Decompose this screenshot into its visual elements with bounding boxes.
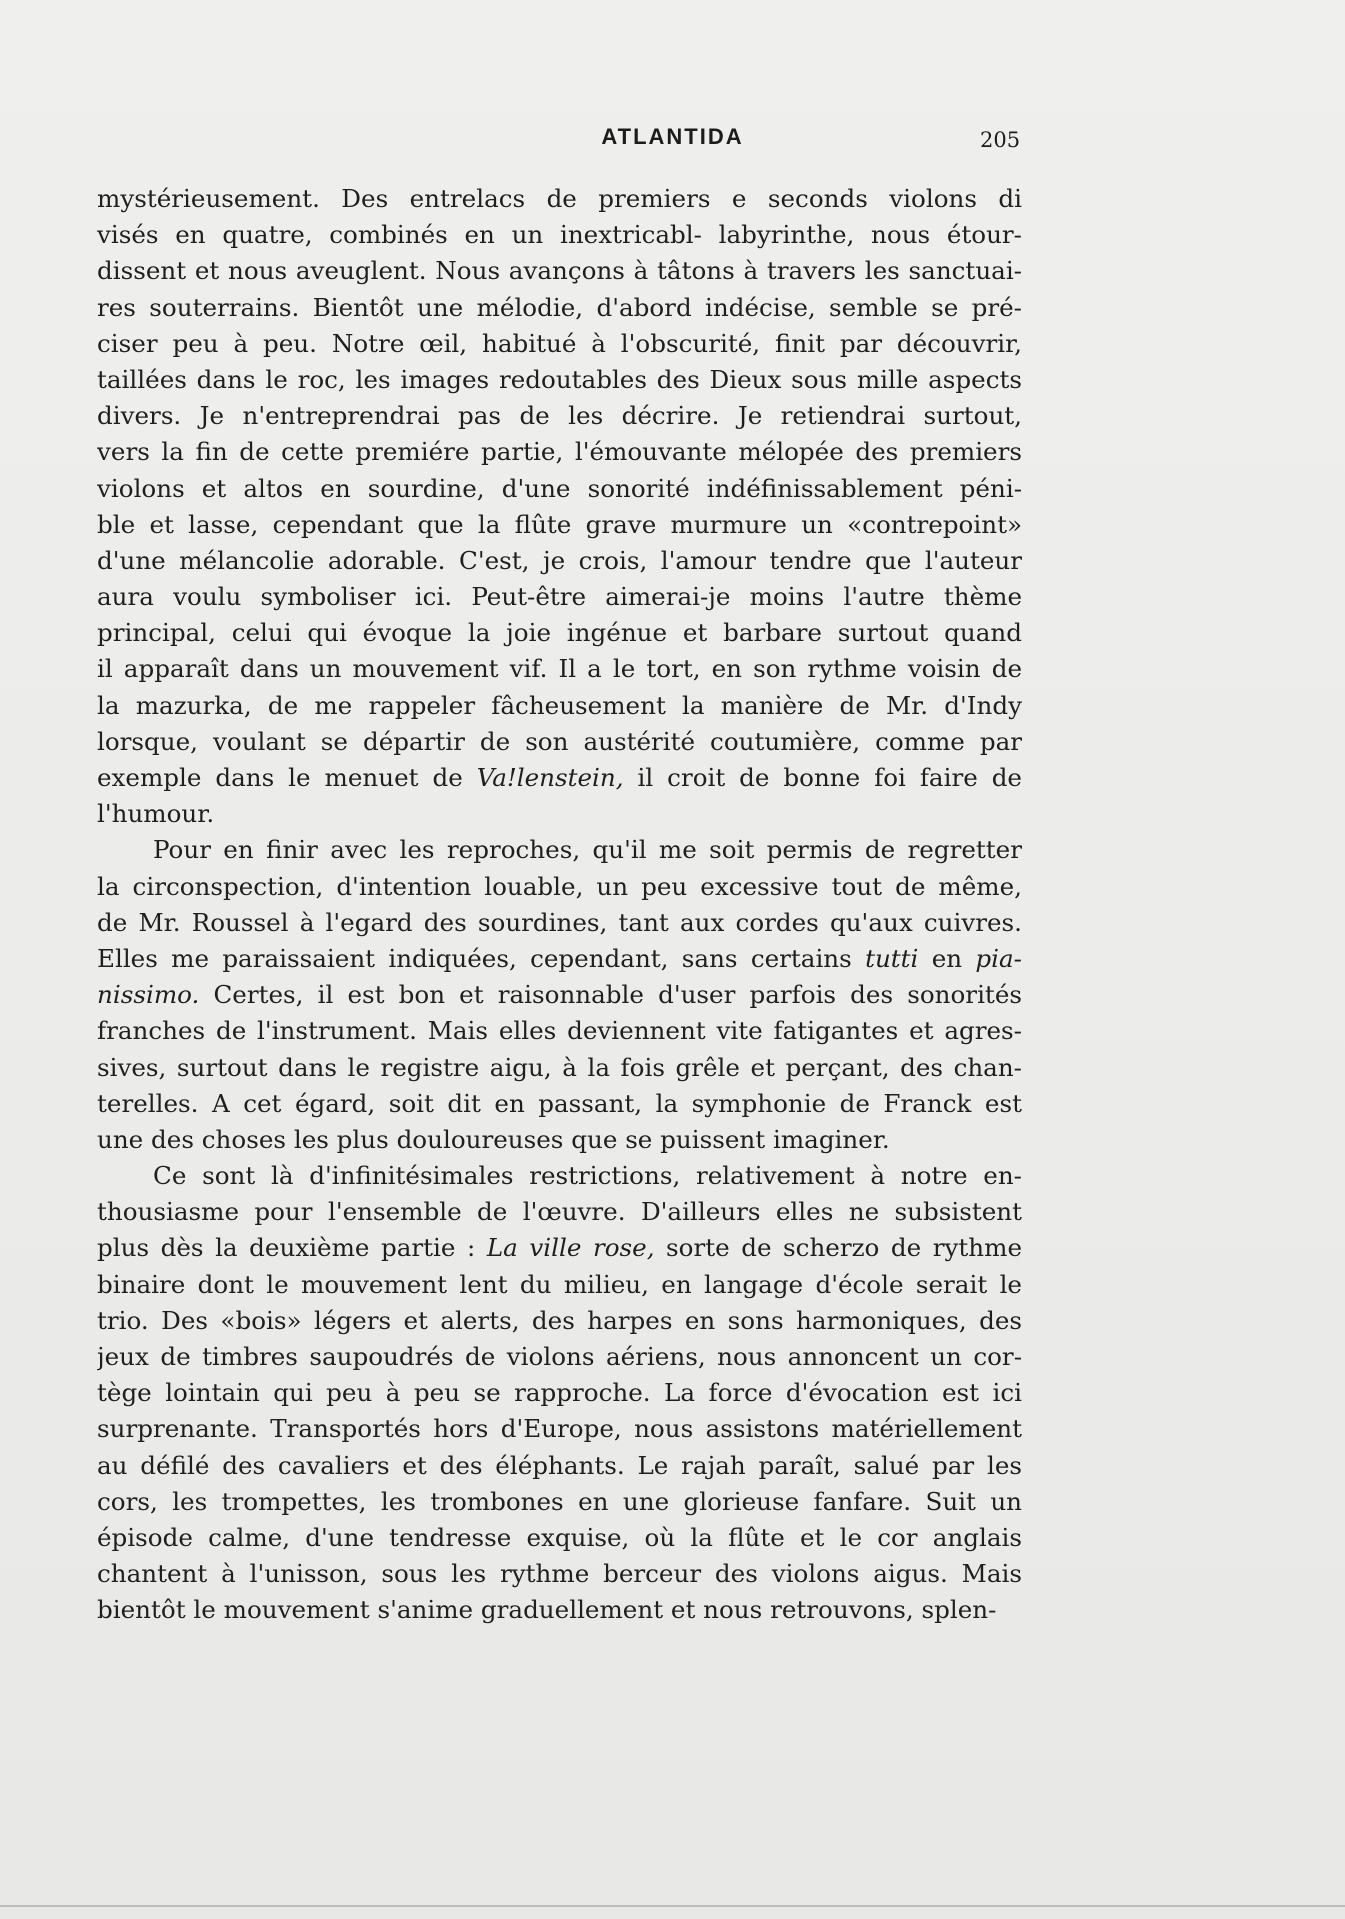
text-line [97,941,1022,977]
paragraph [97,181,1022,832]
text-segment: sives, surtout dans le registre aigu, à la fois grêle et perçant, des chan- [97,1052,1022,1082]
text-segment: mystérieusement. Des entrelacs de premiers e seconds violons di [97,184,1022,213]
text-line [97,651,1022,687]
text-line [97,1122,1022,1158]
text-line [97,1339,1022,1375]
text-line [97,253,1022,289]
text-segment: au défilé des cavaliers et des éléphants. Le rajah paraît, salué par les [97,1450,1022,1480]
text-segment: thousiasme pour l'ensemble de l'œuvre. D'ailleurs elles ne subsistent [97,1197,1022,1227]
text-line [97,832,1022,868]
text-segment: exemple dans le menuet de [97,763,477,792]
text-line [97,905,1022,941]
text-line [97,362,1022,398]
text-segment: visés en quatre, combinés en un inextricabl- labyrinthe, nous étour- [97,220,1022,250]
text-line [97,615,1022,651]
text-segment: res souterrains. Bientôt une mélodie, d'abord indécise, semble se pré- [97,292,1022,322]
italic-text: tutti [865,943,919,973]
text-line [97,326,1022,362]
text-segment: de Mr. Roussel à l'egard des sourdines, tant aux cordes qu'aux cuivres. [97,907,1022,937]
text-line [97,1556,1022,1592]
text-line [97,1158,1022,1194]
text-line [97,1448,1022,1484]
italic-text: pia- [975,943,1022,973]
body-text [97,181,1022,1629]
text-segment: aura voulu symboliser ici. Peut-être aimerai-je moins l'autre thème [97,582,1022,612]
text-line [97,290,1022,326]
text-segment: dissent et nous aveuglent. Nous avançons à tâtons à travers les sanctuai- [97,256,1022,286]
text-line [97,1411,1022,1447]
text-line [97,760,1022,796]
paragraph [97,1158,1022,1628]
text-segment: il apparaît dans un mouvement vif. Il a le tort, en son rythme voisin de [97,654,1022,684]
text-segment: ciser peu à peu. Notre œil, habitué à l'obscurité, finit par découvrir, [97,328,1022,358]
italic-text: Va!lenstein, [476,763,624,792]
text-segment: ble et lasse, cependant que la flûte grave murmure un «contrepoint» [97,509,1022,539]
text-segment: plus dès la deuxième partie : [97,1233,487,1263]
text-segment: lorsque, voulant se départir de son austérité coutumière, comme par [97,726,1022,756]
text-line [97,507,1022,543]
text-segment: binaire dont le mouvement lent du milieu, en langage d'école serait le [97,1269,1022,1299]
text-line [97,398,1022,434]
text-line [97,1194,1022,1230]
text-line [97,181,1022,217]
text-segment: terelles. A cet égard, soit dit en passant, la symphonie de Franck est [97,1088,1022,1118]
text-line [97,1267,1022,1303]
text-line [97,471,1022,507]
page-edge-line [0,1905,1345,1907]
text-line [97,1230,1022,1266]
text-segment: la mazurka, de me rappeler fâcheusement la manière de Mr. d'Indy [97,690,1022,720]
text-segment: cors, les trompettes, les trombones en une glorieuse fanfare. Suit un [97,1486,1022,1516]
text-line [97,1592,1022,1628]
text-segment: l'humour. [97,799,215,829]
text-line [97,977,1022,1013]
text-line [97,1303,1022,1339]
text-segment: franches de l'instrument. Mais elles deviennent vite fatigantes et agres- [97,1016,1022,1046]
text-segment: surprenante. Transportés hors d'Europe, nous assistons matériellement [97,1414,1022,1444]
text-segment: en [918,943,976,973]
text-line [97,1484,1022,1520]
text-segment: Elles me paraissaient indiquées, cependant, sans certains [97,943,866,973]
italic-text: nissimo. [97,980,200,1010]
text-line [97,1086,1022,1122]
text-segment: Certes, il est bon et raisonnable d'user parfois des sonorités [199,980,1022,1010]
text-segment: une des choses les plus douloureuses que se puissent imaginer. [97,1124,890,1154]
text-line [97,543,1022,579]
text-segment: il croit de bonne foi faire de [623,763,1022,792]
text-segment: d'une mélancolie adorable. C'est, je crois, l'amour tendre que l'auteur [97,545,1022,575]
text-segment: principal, celui qui évoque la joie ingénue et barbare surtout quand [97,618,1022,648]
text-line [97,1013,1022,1049]
text-segment: épisode calme, d'une tendresse exquise, où la flûte et le cor anglais [97,1522,1022,1552]
text-segment: taillées dans le roc, les images redoutables des Dieux sous mille aspects [97,364,1022,394]
text-line [97,869,1022,905]
text-line [97,217,1022,253]
text-line [97,1375,1022,1411]
page-number: 205 [980,128,1021,152]
text-line [97,688,1022,724]
text-segment: trio. Des «bois» légers et alerts, des harpes en sons harmoniques, des [97,1305,1022,1335]
text-segment: vers la fin de cette premiére partie, l'émouvante mélopée des premiers [97,437,1022,467]
text-segment: jeux de timbres saupoudrés de violons aériens, nous annoncent un cor- [97,1342,1022,1371]
text-segment: divers. Je n'entreprendrai pas de les décrire. Je retiendrai surtout, [97,401,1022,431]
text-line [97,1050,1022,1086]
text-line [97,724,1022,760]
text-segment: sorte de scherzo de rythme [654,1233,1022,1263]
text-segment: Ce sont là d'infinitésimales restrictions, relativement à notre en- [153,1161,1022,1191]
text-segment: violons et altos en sourdine, d'une sonorité indéfinissablement péni- [97,473,1022,503]
text-segment: bientôt le mouvement s'anime graduellement et nous retrouvons, splen- [97,1595,997,1625]
italic-text: La ville rose, [486,1233,655,1263]
text-segment: Pour en finir avec les reproches, qu'il me soit permis de regretter [153,835,1022,865]
text-line [97,434,1022,470]
text-segment: chantent à l'unisson, sous les rythme berceur des violons aigus. Mais [97,1559,1022,1589]
paragraph [97,832,1022,1158]
text-line [97,579,1022,615]
text-line [97,796,1022,832]
running-title: ATLANTIDA [601,124,744,149]
text-segment: la circonspection, d'intention louable, un peu excessive tout de même, [97,871,1022,901]
text-segment: tège lointain qui peu à peu se rapproche. La force d'évocation est ici [97,1378,1022,1408]
text-line [97,1520,1022,1556]
